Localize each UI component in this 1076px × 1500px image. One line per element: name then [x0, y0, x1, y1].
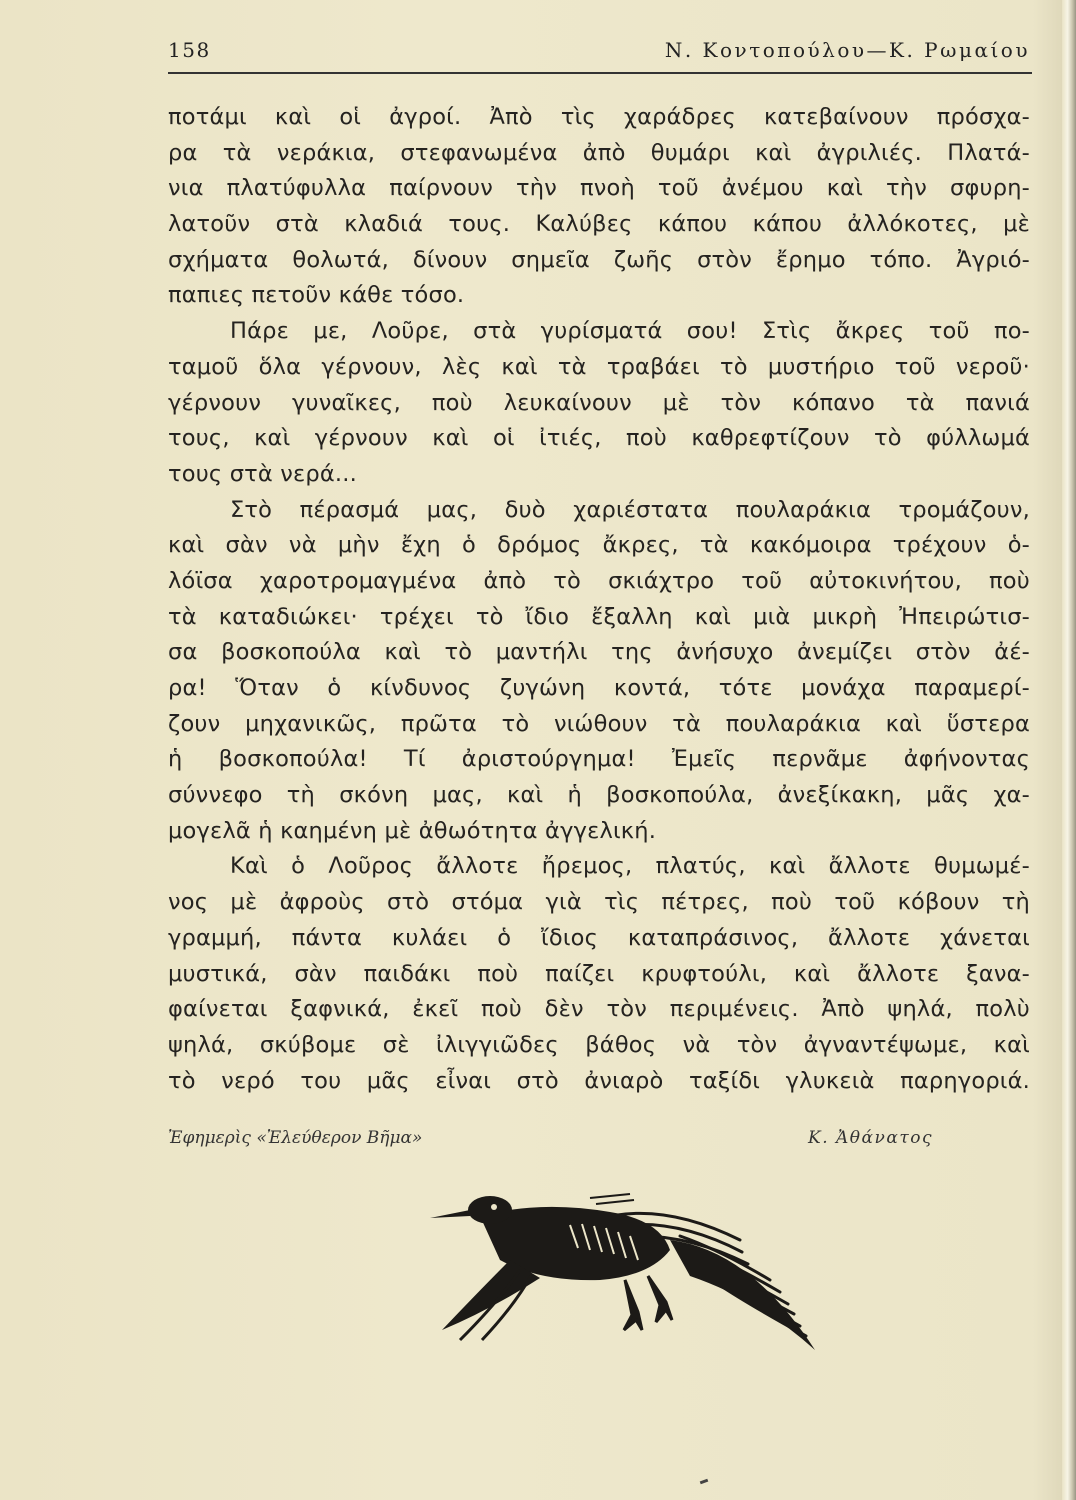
text-line: γέρνουν γυναῖκες, ποὺ λευκαίνουν μὲ τὸν κόπανο τὰ πανιά: [168, 389, 1030, 416]
text-line: καὶ σὰν νὰ μὴν ἔχη ὁ δρόμος ἄκρες, τὰ κακόμοιρα τρέχουν ὁ-: [168, 532, 1030, 559]
text-line: φαίνεται ξαφνικά, ἐκεῖ ποὺ δὲν τὸν περιμένεις. Ἀπὸ ψηλά, πολὺ: [168, 996, 1030, 1023]
text-line: παπιες πετοῦν κάθε τόσο.: [168, 282, 465, 309]
text-line: ποτάμι καὶ οἱ ἀγροί. Ἀπὸ τὶς χαράδρες κατεβαίνουν πρόσχα-: [168, 104, 1030, 130]
text-line: σχήματα θολωτά, δίνουν σημεῖα ζωῆς στὸν ἔρημο τόπο. Ἀγριό-: [168, 246, 1030, 273]
page-header: [168, 38, 1030, 68]
text-line: Πάρε με, Λοῦρε, στὰ γυρίσματά σου! Στὶς ἄκρες τοῦ πο-: [230, 318, 1030, 345]
text-line: νια πλατύφυλλα παίρνουν τὴν πνοὴ τοῦ ἀνέμου καὶ τὴν σφυρη-: [168, 175, 1030, 202]
text-line: τὸ νερό του μᾶς εἶναι στὸ ἀνιαρὸ ταξίδι γλυκειὰ παρηγοριά.: [168, 1067, 1030, 1094]
text-line: μυστικά, σὰν παιδάκι ποὺ παίζει κρυφτούλι, καὶ ἄλλοτε ξανα-: [168, 960, 1030, 987]
header-rule: [168, 72, 1032, 74]
text-line: λόϊσα χαροτρομαγμένα ἀπὸ τὸ σκιάχτρο τοῦ αὐτοκινήτου, ποὺ: [168, 567, 1030, 594]
text-line: λατοῦν στὰ κλαδιά τους. Καλύβες κάπου κάπου ἀλλόκοτες, μὲ: [168, 211, 1030, 238]
page-edge: [1062, 0, 1076, 1500]
flying-duck-icon: [420, 1180, 840, 1360]
source-citation: Ἐφημερὶς «Ἐλεύθερον Βῆμα»: [168, 1128, 423, 1148]
text-line: τους στὰ νερά...: [168, 460, 357, 487]
page-number: 158: [168, 38, 211, 62]
text-line: σα βοσκοπούλα καὶ τὸ μαντήλι της ἀνήσυχο ἀνεμίζει στὸν ἀέ-: [168, 639, 1030, 666]
text-line: ἡ βοσκοπούλα! Τί ἀριστούργημα! Ἐμεῖς περνᾶμε ἀφήνοντας: [168, 746, 1030, 773]
text-line: γραμμή, πάντα κυλάει ὁ ἴδιος καταπράσινος, ἄλλοτε χάνεται: [168, 924, 1030, 951]
text-line: ζουν μηχανικῶς, πρῶτα τὸ νιώθουν τὰ πουλαράκια καὶ ὕστερα: [168, 710, 1030, 737]
author-name: Κ. Ἀθάνατος: [808, 1128, 933, 1148]
running-head: Ν. Κοντοπούλου—Κ. Ρωμαίου: [664, 38, 1030, 62]
text-line: ρα τὰ νεράκια, στεφανωμένα ἀπὸ θυμάρι καὶ ἀγριλιές. Πλατά-: [168, 139, 1030, 166]
text-line: Στὸ πέρασμά μας, δυὸ χαριέστατα πουλαράκια τρομάζουν,: [230, 496, 1030, 523]
text-line: Καὶ ὁ Λοῦρος ἄλλοτε ἤρεμος, πλατύς, καὶ ἄλλοτε θυμωμέ-: [230, 853, 1030, 880]
text-line: ψηλά, σκύβομε σὲ ἰλιγγιῶδες βάθος νὰ τὸν ἀγναντέψωμε, καὶ: [168, 1031, 1030, 1058]
text-line: σύννεφο τὴ σκόνη μας, καὶ ἡ βοσκοπούλα, ἀνεξίκακη, μᾶς χα-: [168, 782, 1030, 809]
text-line: ρα! Ὅταν ὁ κίνδυνος ζυγώνη κοντά, τότε μονάχα παραμερί-: [168, 675, 1030, 701]
text-line: τὰ καταδιώκει· τρέχει τὸ ἴδιο ἔξαλλη καὶ μιὰ μικρὴ Ἠπειρώτισ-: [168, 603, 1030, 630]
text-line: ταμοῦ ὅλα γέρνουν, λὲς καὶ τὰ τραβάει τὸ μυστήριο τοῦ νεροῦ·: [168, 353, 1030, 380]
text-line: μογελᾶ ἡ καημένη μὲ ἀθωότητα ἀγγελική.: [168, 817, 657, 844]
text-line: νος μὲ ἀφροὺς στὸ στόμα γιὰ τὶς πέτρες, ποὺ τοῦ κόβουν τὴ: [168, 889, 1030, 916]
text-line: τους, καὶ γέρνουν καὶ οἱ ἰτιές, ποὺ καθρεφτίζουν τὸ φύλλωμά: [168, 425, 1030, 452]
body-text: [168, 100, 1030, 1099]
attribution: [168, 1128, 1030, 1158]
